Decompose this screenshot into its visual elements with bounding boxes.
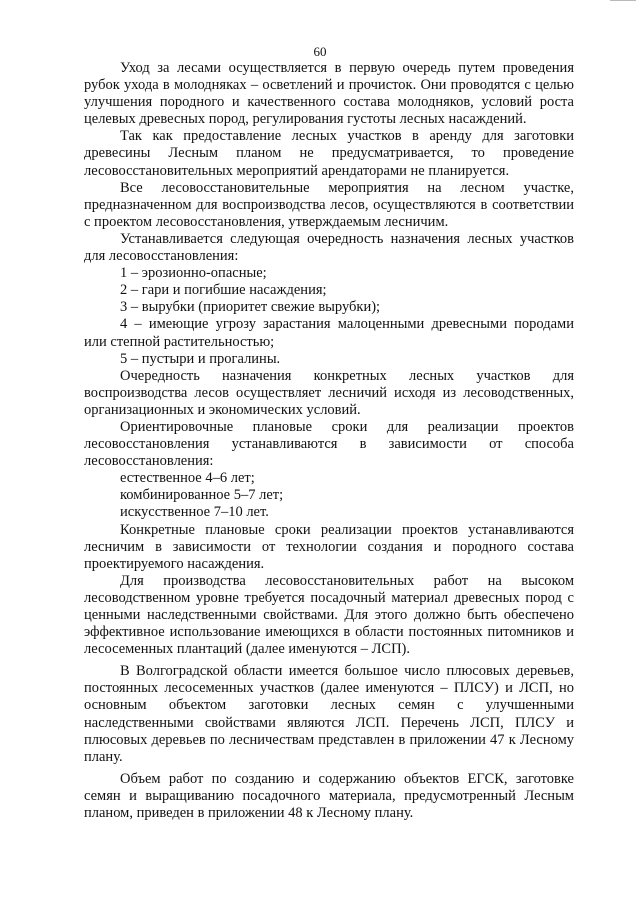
paragraph-specific-terms: Конкретные плановые сроки реализации проектов устанавливаются лесничим в зависимости от технологии создания и породного состава проектируемого насаждения. xyxy=(84,521,574,572)
terms-list xyxy=(84,470,574,521)
document-body xyxy=(84,60,574,822)
paragraph-terms-intro: Ориентировочные плановые сроки для реализации проектов лесовосстановления устанавливаются в зависимости от способа лесовосстановления: xyxy=(84,418,574,470)
list-item: 5 – пустыри и прогалины. xyxy=(120,350,281,367)
priority-list xyxy=(84,265,574,368)
paragraph-planting-material: Для производства лесовосстановительных работ на высоком лесоводственном уровне требуется посадочный материал древесных пород с ценными наследственными свойствами. Для этого должно быть обеспечено эффективное использование имеющихся в области постоянных питомников и лесосеменных плантаций (далее именуются – ЛСП). xyxy=(84,572,574,658)
list-item: 2 – гари и погибшие насаждения; xyxy=(120,282,327,299)
paragraph-work-volume: Объем работ по созданию и содержанию объектов ЕГСК, заготовке семян и выращиванию посадочного материала, предусмотренный Лесным планом, приведен в приложении 48 к Лесному плану. xyxy=(84,770,574,822)
list-item: естественное 4–6 лет; xyxy=(120,470,255,487)
list-item: 4 – имеющие угрозу зарастания малоценными древесными породами или степной растительностью; xyxy=(84,316,574,350)
list-item: 3 – вырубки (приоритет свежие вырубки); xyxy=(120,299,381,316)
paragraph-priority-assignment: Очередность назначения конкретных лесных участков для воспроизводства лесов осуществляет лесничий исходя из лесоводственных, организационных и экономических условий. xyxy=(84,367,574,418)
paragraph-reforestation-measures: Все лесовосстановительные мероприятия на лесном участке, предназначенном для воспроизводства лесов, осуществляются в соответствии с проектом лесовосстановления, утверждаемым лесничим. xyxy=(84,179,574,230)
list-item: комбинированное 5–7 лет; xyxy=(120,487,284,504)
paragraph-priority-intro: Устанавливается следующая очередность назначения лесных участков для лесовосстановления: xyxy=(84,230,574,265)
page-number: 60 xyxy=(313,44,327,59)
paragraph-volgograd-region: В Волгоградской области имеется большое число плюсовых деревьев, постоянных лесосеменных участков (далее именуются – ПЛСУ) и ЛСП, но основным объектом заготовки лесных семян с улучшенными наследственными свойствами являются ЛСП. Перечень ЛСП, ПЛСУ и плюсовых деревьев по лесничествам представлен в приложении 47 к Лесному плану. xyxy=(84,663,574,765)
paragraph-forest-care: Уход за лесами осуществляется в первую очередь путем проведения рубок ухода в молодняках – осветлений и прочисток. Они проводятся с целью улучшения породного и качественного состава молодняков, условий роста целевых древесных пород, регулирования густоты лесных насаждений. xyxy=(84,60,574,128)
list-item: 1 – эрозионно-опасные; xyxy=(120,265,267,282)
paragraph-lease-note: Так как предоставление лесных участков в аренду для заготовки древесины Лесным планом не предусматривается, то проведение лесовосстановительных мероприятий арендаторами не планируется. xyxy=(84,128,574,179)
list-item: искусственное 7–10 лет. xyxy=(120,504,269,521)
scan-corner-mark xyxy=(610,0,636,1)
